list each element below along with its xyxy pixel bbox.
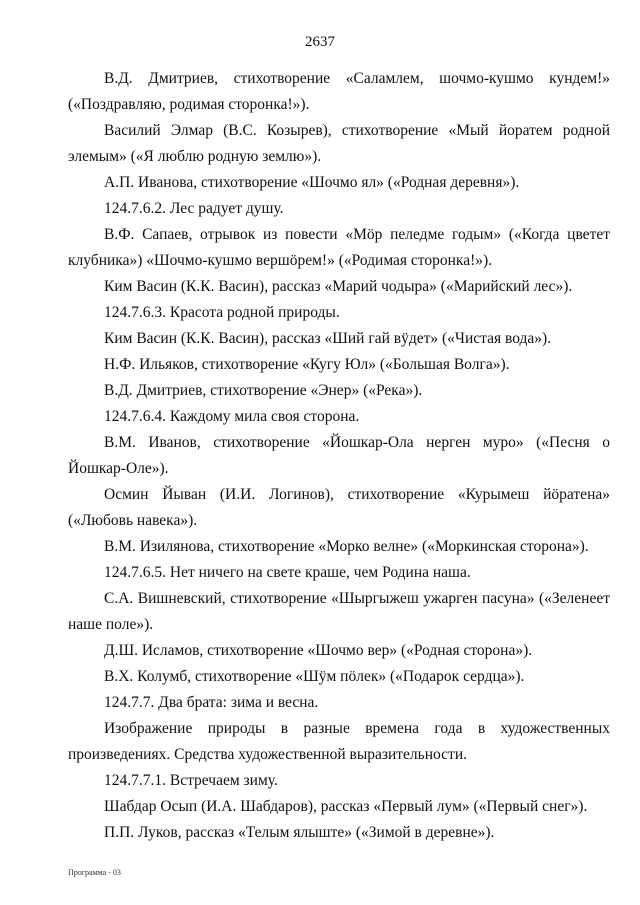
paragraph: 124.7.6.5. Нет ничего на свете краше, чем Родина наша. <box>104 564 471 581</box>
paragraph: В.Х. Колумб, стихотворение «Шӱм пӧлек» («Подарок сердца»). <box>104 668 525 685</box>
paragraph: Василий Элмар (В.С. Козырев), стихотворение «Мый йоратем родной элемым» («Я люблю родную землю»). <box>68 122 610 165</box>
paragraph: В.М. Изилянова, стихотворение «Морко велне» («Моркинская сторона»). <box>104 538 589 555</box>
paragraph: 124.7.6.4. Каждому мила своя сторона. <box>104 408 360 425</box>
paragraph: В.Д. Дмитриев, стихотворение «Саламлем, шочмо-кушмо кундем!» («Поздравляю, родимая сторонка!»). <box>68 70 610 113</box>
paragraph: В.Ф. Сапаев, отрывок из повести «Мӧр пеледме годым» («Когда цветет клубника») «Шочмо-кушмо вершӧрем!» («Родимая сторонка!»). <box>68 226 610 269</box>
paragraph: 124.7.7.1. Встречаем зиму. <box>104 772 278 789</box>
paragraph: 124.7.7. Два брата: зима и весна. <box>104 694 319 711</box>
paragraph: 124.7.6.3. Красота родной природы. <box>104 304 340 321</box>
paragraph: Н.Ф. Ильяков, стихотворение «Кугу Юл» («Большая Волга»). <box>104 356 510 373</box>
paragraph: Осмин Йыван (И.И. Логинов), стихотворение «Курымеш йӧратена» («Любовь навека»). <box>68 486 610 529</box>
paragraph: А.П. Иванова, стихотворение «Шочмо ял» («Родная деревня»). <box>104 174 520 191</box>
paragraph: 124.7.6.2. Лес радует душу. <box>104 200 284 217</box>
paragraph: Ким Васин (К.К. Васин), рассказ «Марий чодыра» («Марийский лес»). <box>104 278 573 295</box>
page-footer: Программа - 03 <box>68 868 121 877</box>
paragraph: В.М. Иванов, стихотворение «Йошкар-Ола нерген муро» («Песня о Йошкар-Оле»). <box>68 434 610 477</box>
paragraph: С.А. Вишневский, стихотворение «Шыргыжеш ужарген пасуна» («Зеленеет наше поле»). <box>68 590 610 633</box>
paragraph: П.П. Луков, рассказ «Телым ялыште» («Зимой в деревне»). <box>104 824 495 841</box>
page-number: 2637 <box>305 34 335 50</box>
paragraph: В.Д. Дмитриев, стихотворение «Энер» («Река»). <box>104 382 423 399</box>
document-body <box>68 66 610 846</box>
paragraph: Изображение природы в разные времена года в художественных произведениях. Средства художественной выразительности. <box>68 720 610 763</box>
paragraph: Шабдар Осып (И.А. Шабдаров), рассказ «Первый лум» («Первый снег»). <box>104 798 588 815</box>
paragraph: Ким Васин (К.К. Васин), рассказ «Ший гай вӱдет» («Чистая вода»). <box>104 330 552 347</box>
paragraph: Д.Ш. Исламов, стихотворение «Шочмо вер» («Родная сторона»). <box>104 642 533 659</box>
